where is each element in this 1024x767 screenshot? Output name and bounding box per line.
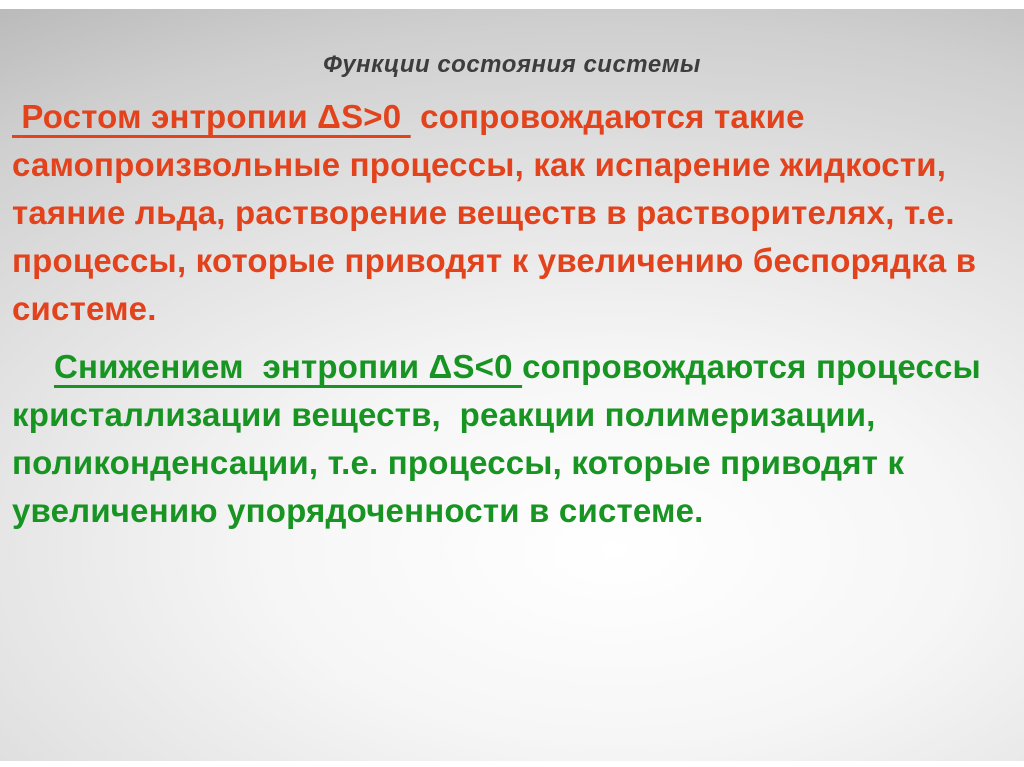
entropy-increase-underlined-phrase: Ростом энтропии ΔS>0 xyxy=(12,98,411,135)
paragraph-entropy-increase xyxy=(12,93,1014,333)
entropy-decrease-underlined-phrase: Снижением энтропии ΔS<0 xyxy=(54,348,523,385)
slide-body xyxy=(0,93,1024,535)
entropy-decrease-text: сопровождаются процессы кристаллизации веществ, реакции полимеризации, поликонденсации, т.е. процессы, которые приводят к увеличению упорядоченности в системе. xyxy=(12,348,991,529)
entropy-increase-text: сопровождаются такие самопроизвольные процессы, как испарение жидкости, таяние льда, растворение веществ в растворителях, т.е. процессы, которые приводят к увеличению беспорядка в системе. xyxy=(12,98,986,327)
presentation-slide xyxy=(0,9,1024,761)
paragraph-entropy-decrease xyxy=(12,343,1014,535)
slide-title: Функции состояния системы xyxy=(323,51,701,78)
